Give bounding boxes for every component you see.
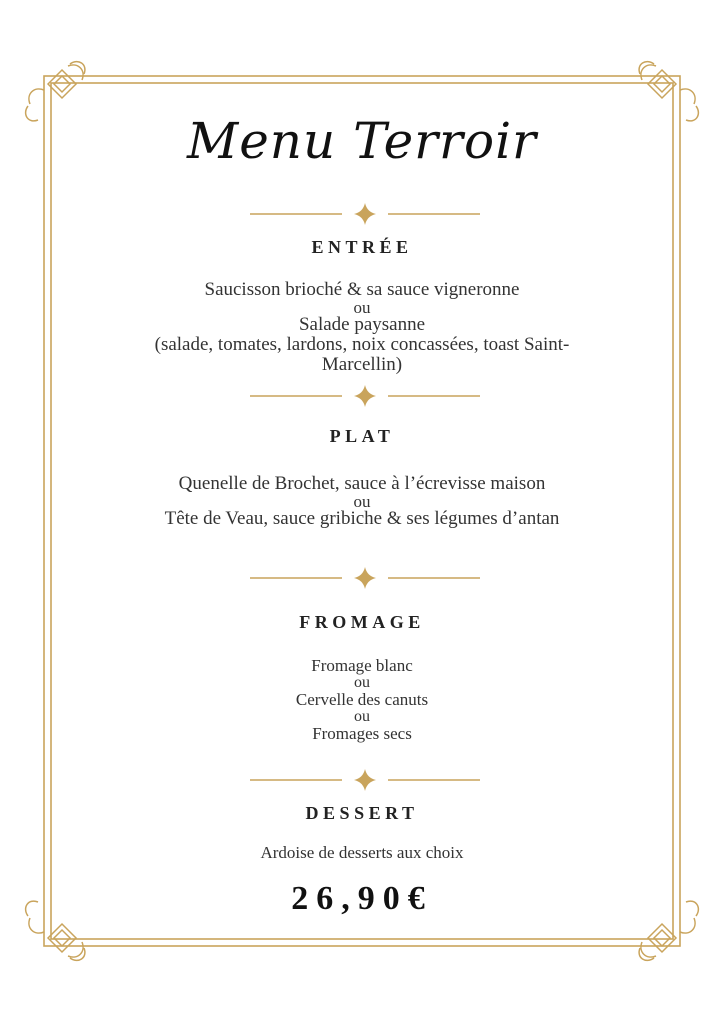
dish-line: Fromage blanc xyxy=(311,656,413,675)
sparkle-divider-icon xyxy=(250,768,480,792)
sparkle-divider-icon xyxy=(250,566,480,590)
section-items-entree xyxy=(110,280,614,375)
or-separator: ou xyxy=(353,298,371,317)
dish-line: Saucisson brioché & sa sauce vigneronne xyxy=(204,279,520,300)
dish-detail-line: (salade, tomates, lardons, noix concassées, toast Saint- xyxy=(154,334,570,355)
section-heading-plat: PLAT xyxy=(329,426,395,446)
section-items-plat xyxy=(110,474,614,529)
dish-line: Cervelle des canuts xyxy=(295,690,429,709)
dish-detail-line: Marcellin) xyxy=(321,354,403,375)
menu-price: 26,90€ xyxy=(291,880,433,917)
or-separator: ou xyxy=(353,492,371,511)
section-heading-fromage: FROMAGE xyxy=(299,612,425,632)
dish-line: Tête de Veau, sauce gribiche & ses légumes d’antan xyxy=(164,508,560,529)
dish-line: Salade paysanne xyxy=(298,314,426,335)
dish-line: Fromages secs xyxy=(312,724,412,743)
section-heading-entree: ENTRÉE xyxy=(311,237,413,257)
section-heading-dessert: DESSERT xyxy=(305,803,419,823)
section-items-fromage xyxy=(110,656,614,743)
section-items-dessert xyxy=(110,843,614,862)
or-separator: ou xyxy=(354,674,370,691)
sparkle-divider-icon xyxy=(250,202,480,226)
dish-line: Ardoise de desserts aux choix xyxy=(260,843,464,862)
or-separator: ou xyxy=(354,708,370,725)
menu-title: Menu Terroir xyxy=(187,112,537,170)
dish-line: Quenelle de Brochet, sauce à l’écrevisse maison xyxy=(178,473,546,494)
sparkle-divider-icon xyxy=(250,384,480,408)
